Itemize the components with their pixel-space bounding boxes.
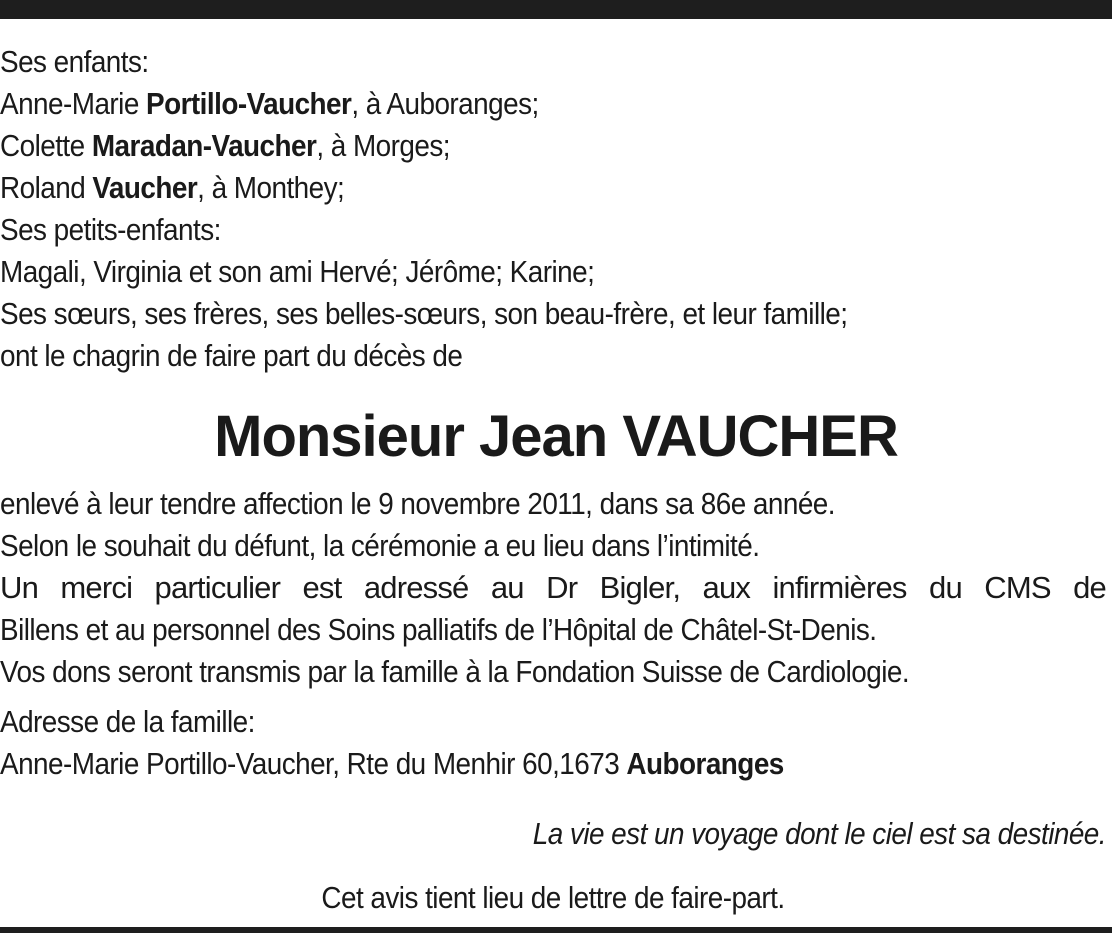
grandchildren-names: Magali, Virginia et son ami Hervé; Jérôme; Karine; bbox=[0, 254, 595, 289]
child-place: , à Auboranges; bbox=[351, 86, 539, 121]
body-word: merci bbox=[60, 570, 133, 605]
body-word: adressé bbox=[363, 570, 469, 605]
obituary-notice bbox=[0, 41, 1106, 919]
child-entry bbox=[0, 83, 995, 125]
child-first-name: Roland bbox=[0, 170, 93, 205]
address-street: Anne-Marie Portillo-Vaucher, Rte du Menhir 60,1673 bbox=[0, 746, 627, 781]
child-place: , à Morges; bbox=[316, 128, 450, 163]
child-surname: Portillo-Vaucher bbox=[146, 86, 352, 121]
deceased-name: Monsieur Jean VAUCHER bbox=[214, 404, 898, 469]
bottom-rule bbox=[0, 927, 1112, 933]
body-word: est bbox=[302, 570, 342, 605]
body-line: enlevé à leur tendre affection le 9 novembre 2011, dans sa 86e année. bbox=[0, 486, 835, 521]
child-surname: Maradan-Vaucher bbox=[91, 128, 317, 163]
body-line: Vos dons seront transmis par la famille à la Fondation Suisse de Cardiologie. bbox=[0, 654, 910, 689]
body-word: au bbox=[490, 570, 524, 605]
body-line: Selon le souhait du défunt, la cérémonie a eu lieu dans l’intimité. bbox=[0, 528, 760, 563]
body-line-justified bbox=[0, 567, 1106, 609]
body-word: infirmières bbox=[772, 570, 907, 605]
address-line bbox=[0, 743, 995, 785]
closing-quote: La vie est un voyage dont le ciel est sa destinée. bbox=[532, 816, 1106, 851]
body-word: Bigler, bbox=[599, 570, 681, 605]
body-word: Un bbox=[0, 570, 39, 605]
body-word: aux bbox=[702, 570, 751, 605]
children-heading: Ses enfants: bbox=[0, 44, 149, 79]
announcement-line: ont le chagrin de faire part du décès de bbox=[0, 338, 463, 373]
address-heading: Adresse de la famille: bbox=[0, 704, 255, 739]
body-word: du bbox=[929, 570, 962, 605]
child-surname: Vaucher bbox=[92, 170, 198, 205]
grandchildren-heading: Ses petits-enfants: bbox=[0, 212, 221, 247]
body-word: CMS bbox=[984, 570, 1051, 605]
address-town: Auboranges bbox=[626, 746, 784, 781]
child-place: , à Monthey; bbox=[197, 170, 345, 205]
child-first-name: Colette bbox=[0, 128, 92, 163]
body-line: Billens et au personnel des Soins palliatifs de l’Hôpital de Châtel-St-Denis. bbox=[0, 612, 877, 647]
body-word: Dr bbox=[546, 570, 578, 605]
child-first-name: Anne-Marie bbox=[0, 86, 147, 121]
top-rule bbox=[0, 0, 1112, 19]
body-word: particulier bbox=[154, 570, 281, 605]
siblings-line: Ses sœurs, ses frères, ses belles-sœurs, son beau-frère, et leur famille; bbox=[0, 296, 848, 331]
footer-note: Cet avis tient lieu de lettre de faire-part. bbox=[321, 880, 785, 915]
body-word: de bbox=[1073, 570, 1106, 605]
child-entry bbox=[0, 125, 995, 167]
child-entry bbox=[0, 167, 995, 209]
